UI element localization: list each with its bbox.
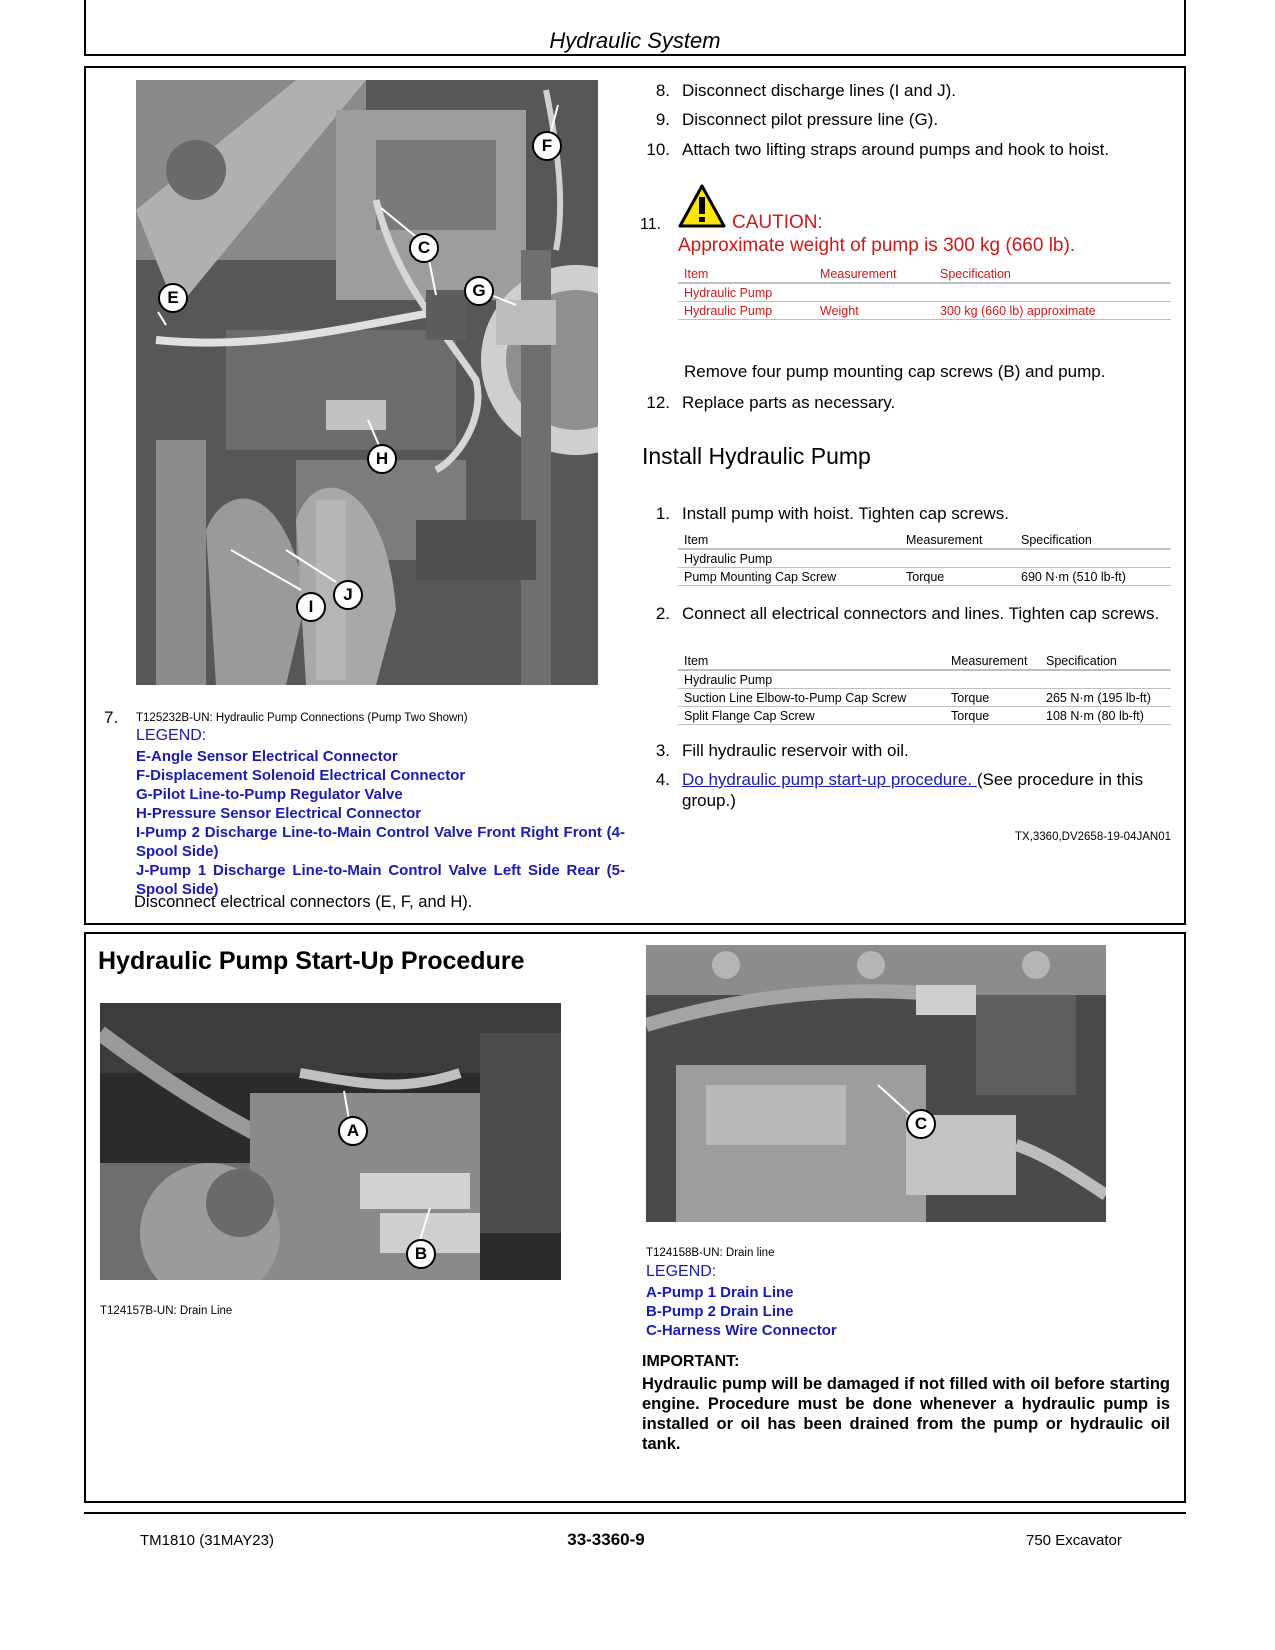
table-cell: Pump Mounting Cap Screw [678, 568, 900, 586]
table-cell: Torque [945, 707, 1040, 725]
important-label: IMPORTANT: [642, 1353, 740, 1370]
step-8-number: 8. [655, 81, 670, 100]
legend-title-1: LEGEND: [136, 727, 207, 744]
step-12-number: 12. [646, 393, 670, 412]
table-header-cell: Measurement [900, 531, 1015, 549]
footer-page-number: 33-3360-9 [567, 1530, 645, 1549]
startup-procedure-link[interactable]: Do hydraulic pump start-up procedure. [682, 770, 977, 789]
table-cell: 300 kg (660 lb) approximate [934, 302, 1171, 320]
startup-section-title: Hydraulic Pump Start-Up Procedure [98, 947, 525, 975]
table-cell: Hydraulic Pump [678, 670, 945, 689]
figure-caption-1: T125232B-UN: Hydraulic Pump Connections (Pump Two Shown) [136, 712, 468, 724]
drain-line-illustration-left [100, 1003, 561, 1280]
callout-a: A [338, 1116, 368, 1146]
table-row [678, 707, 1171, 725]
step-7-text: Disconnect electrical connectors (E, F, and H). [134, 893, 473, 911]
table-row [678, 302, 1171, 320]
warning-triangle-icon [678, 184, 726, 228]
callout-c: C [409, 233, 439, 263]
table-cell: 265 N·m (195 lb-ft) [1040, 689, 1171, 707]
step-11-number: 11. [640, 216, 662, 233]
table-cell: Torque [945, 689, 1040, 707]
install-step-4-number: 4. [655, 770, 670, 789]
install-step-3-number: 3. [655, 741, 670, 760]
reference-code: TX,3360,DV2658-19-04JAN01 [1015, 831, 1171, 843]
caution-text: Approximate weight of pump is 300 kg (660 lb). [678, 235, 1076, 256]
install-step-2-text: Connect all electrical connectors and lines. Tighten cap screws. [682, 604, 1160, 623]
callout-f: F [532, 131, 562, 161]
table-cell: 108 N·m (80 lb-ft) [1040, 707, 1171, 725]
table-cell: Torque [900, 568, 1015, 586]
install-step-4-text: (See procedure in this group.) [682, 770, 1144, 810]
table-cell [814, 283, 934, 302]
table-header-row [678, 652, 1171, 670]
caution-label: CAUTION: [732, 212, 823, 233]
install-step-1-text: Install pump with hoist. Tighten cap screws. [682, 504, 1009, 523]
step-12-text: Replace parts as necessary. [682, 393, 896, 412]
install-step-2-number: 2. [655, 604, 670, 623]
caution-spec-table [678, 265, 1171, 320]
install-spec-table-2 [678, 652, 1171, 725]
legend-item-g: G-Pilot Line-to-Pump Regulator Valve [136, 786, 403, 803]
legend-item-a: A-Pump 1 Drain Line [646, 1284, 794, 1301]
footer-doc-id: TM1810 (31MAY23) [140, 1532, 274, 1549]
step-10-number: 10. [646, 140, 670, 159]
pump-connections-illustration [136, 80, 598, 685]
legend-item-h: H-Pressure Sensor Electrical Connector [136, 805, 422, 822]
callout-c-drain: C [906, 1109, 936, 1139]
table-row [678, 670, 1171, 689]
install-step-1-number: 1. [655, 504, 670, 523]
step-9-text: Disconnect pilot pressure line (G). [682, 110, 939, 129]
drain-line-photo-left [100, 1003, 561, 1280]
install-spec-table-1 [678, 531, 1171, 586]
legend-list-1 [136, 747, 625, 899]
legend-title-2: LEGEND: [646, 1263, 717, 1280]
table-cell [1040, 670, 1171, 689]
table-cell: Suction Line Elbow-to-Pump Cap Screw [678, 689, 945, 707]
callout-b: B [406, 1239, 436, 1269]
figure-caption-left: T124157B-UN: Drain Line [100, 1305, 233, 1317]
table-cell [945, 670, 1040, 689]
table-row [678, 283, 1171, 302]
step-9-number: 9. [655, 110, 670, 129]
table-header-cell: Specification [934, 265, 1171, 283]
drain-line-photo-right [646, 945, 1106, 1222]
legend-item-e: E-Angle Sensor Electrical Connector [136, 748, 398, 765]
callout-i: I [296, 592, 326, 622]
legend-item-i: I-Pump 2 Discharge Line-to-Main Control Valve Front Right Front (4-Spool Side) [136, 824, 625, 860]
install-step-3-text: Fill hydraulic reservoir with oil. [682, 741, 909, 760]
callout-g: G [464, 276, 494, 306]
legend-list-2 [646, 1283, 837, 1340]
callout-j: J [333, 580, 363, 610]
important-text: Hydraulic pump will be damaged if not filled with oil before starting engine. Procedure must be done whenever a hydraulic pump is installed or oil has been drained from the pump or hydraulic oil tank. [642, 1375, 1170, 1453]
step-7-number: 7. [104, 708, 119, 727]
table-header-cell: Measurement [945, 652, 1040, 670]
table-row [678, 549, 1171, 568]
table-header-cell: Specification [1040, 652, 1171, 670]
caution-after-text: Remove four pump mounting cap screws (B) and pump. [684, 362, 1106, 381]
table-cell: Hydraulic Pump [678, 302, 814, 320]
legend-item-f: F-Displacement Solenoid Electrical Connector [136, 767, 466, 784]
legend-item-j: J-Pump 1 Discharge Line-to-Main Control Valve Left Side Rear (5-Spool Side) [136, 862, 625, 898]
step-10-text: Attach two lifting straps around pumps and hook to hoist. [682, 140, 1110, 159]
table-header-row [678, 265, 1171, 283]
table-header-cell: Item [678, 265, 814, 283]
table-cell: Hydraulic Pump [678, 283, 814, 302]
table-cell: Hydraulic Pump [678, 549, 900, 568]
drain-line-illustration-right [646, 945, 1106, 1222]
figure-caption-right: T124158B-UN: Drain line [646, 1247, 775, 1259]
table-header-row [678, 531, 1171, 549]
table-cell [1015, 549, 1171, 568]
pump-connections-photo [136, 80, 598, 685]
table-cell [934, 283, 1171, 302]
table-row [678, 568, 1171, 586]
table-header-cell: Specification [1015, 531, 1171, 549]
callout-h: H [367, 444, 397, 474]
header-title: Hydraulic System [549, 28, 721, 53]
table-cell: 690 N·m (510 lb-ft) [1015, 568, 1171, 586]
footer-rule [84, 1512, 1186, 1514]
legend-item-b: B-Pump 2 Drain Line [646, 1303, 794, 1320]
table-cell [900, 549, 1015, 568]
table-header-cell: Item [678, 652, 945, 670]
legend-item-c: C-Harness Wire Connector [646, 1322, 837, 1339]
install-step-4-body [682, 769, 1168, 811]
table-row [678, 689, 1171, 707]
footer-model: 750 Excavator [1026, 1532, 1122, 1549]
step-8-text: Disconnect discharge lines (I and J). [682, 81, 957, 100]
table-header-cell: Measurement [814, 265, 934, 283]
table-header-cell: Item [678, 531, 900, 549]
callout-e: E [158, 283, 188, 313]
install-section-title: Install Hydraulic Pump [642, 443, 871, 469]
table-cell: Split Flange Cap Screw [678, 707, 945, 725]
table-cell: Weight [814, 302, 934, 320]
